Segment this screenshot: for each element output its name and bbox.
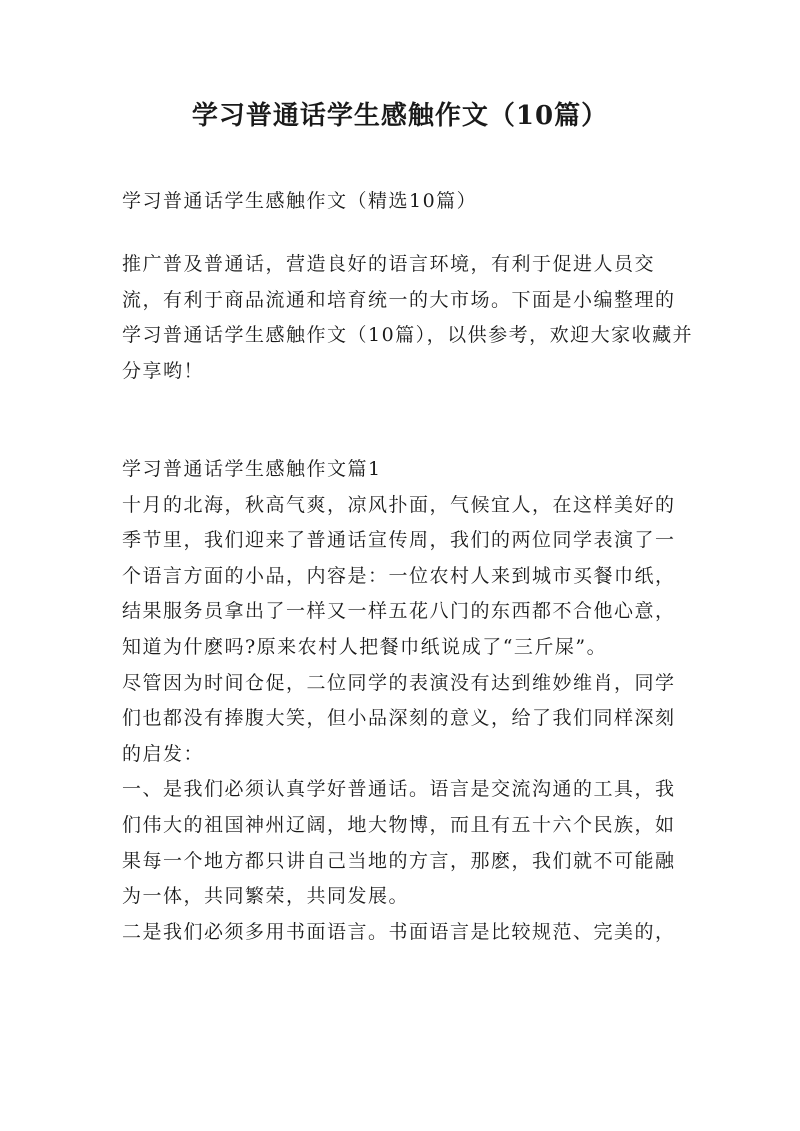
body-paragraph: 尽管因为时间仓促，二位同学的表演没有达到维妙维肖，同学们也都没有捧腹大笑，但小品深刻的意义，给了我们同样深刻的启发：: [122, 671, 676, 765]
document-title: 学习普通话学生感触作文（10篇）: [191, 101, 609, 131]
document-subtitle: 学习普通话学生感触作文（精选10篇）: [122, 190, 478, 212]
body-paragraph: 二是我们必须多用书面语言。书面语言是比较规范、完美的，: [122, 920, 676, 943]
essay-section: [122, 452, 694, 950]
intro-paragraph: 推广普及普通话，营造良好的语言环境，有利于促进人员交流，有利于商品流通和培育统一的大市场。下面是小编整理的学习普通话学生感触作文（10篇），以供参考，欢迎大家收藏并分享哟！: [122, 253, 694, 382]
body-paragraph: 一、是我们必须认真学好普通话。语言是交流沟通的工具，我们伟大的祖国神州辽阔，地大物博，而且有五十六个民族，如果每一个地方都只讲自己当地的方言，那麽，我们就不可能融为一体，共同繁荣，共同发展。: [122, 778, 676, 908]
section-heading: 学习普通话学生感触作文篇1: [122, 458, 382, 480]
body-paragraph: 十月的北海，秋高气爽，凉风扑面，气候宜人，在这样美好的季节里，我们迎来了普通话宣传周，我们的两位同学表演了一个语言方面的小品，内容是：一位农村人来到城市买餐巾纸，结果服务员拿出了一样又一样五花八门的东西都不合他心意，知道为什麽吗?原来农村人把餐巾纸说成了“三斤屎”。: [122, 493, 676, 658]
